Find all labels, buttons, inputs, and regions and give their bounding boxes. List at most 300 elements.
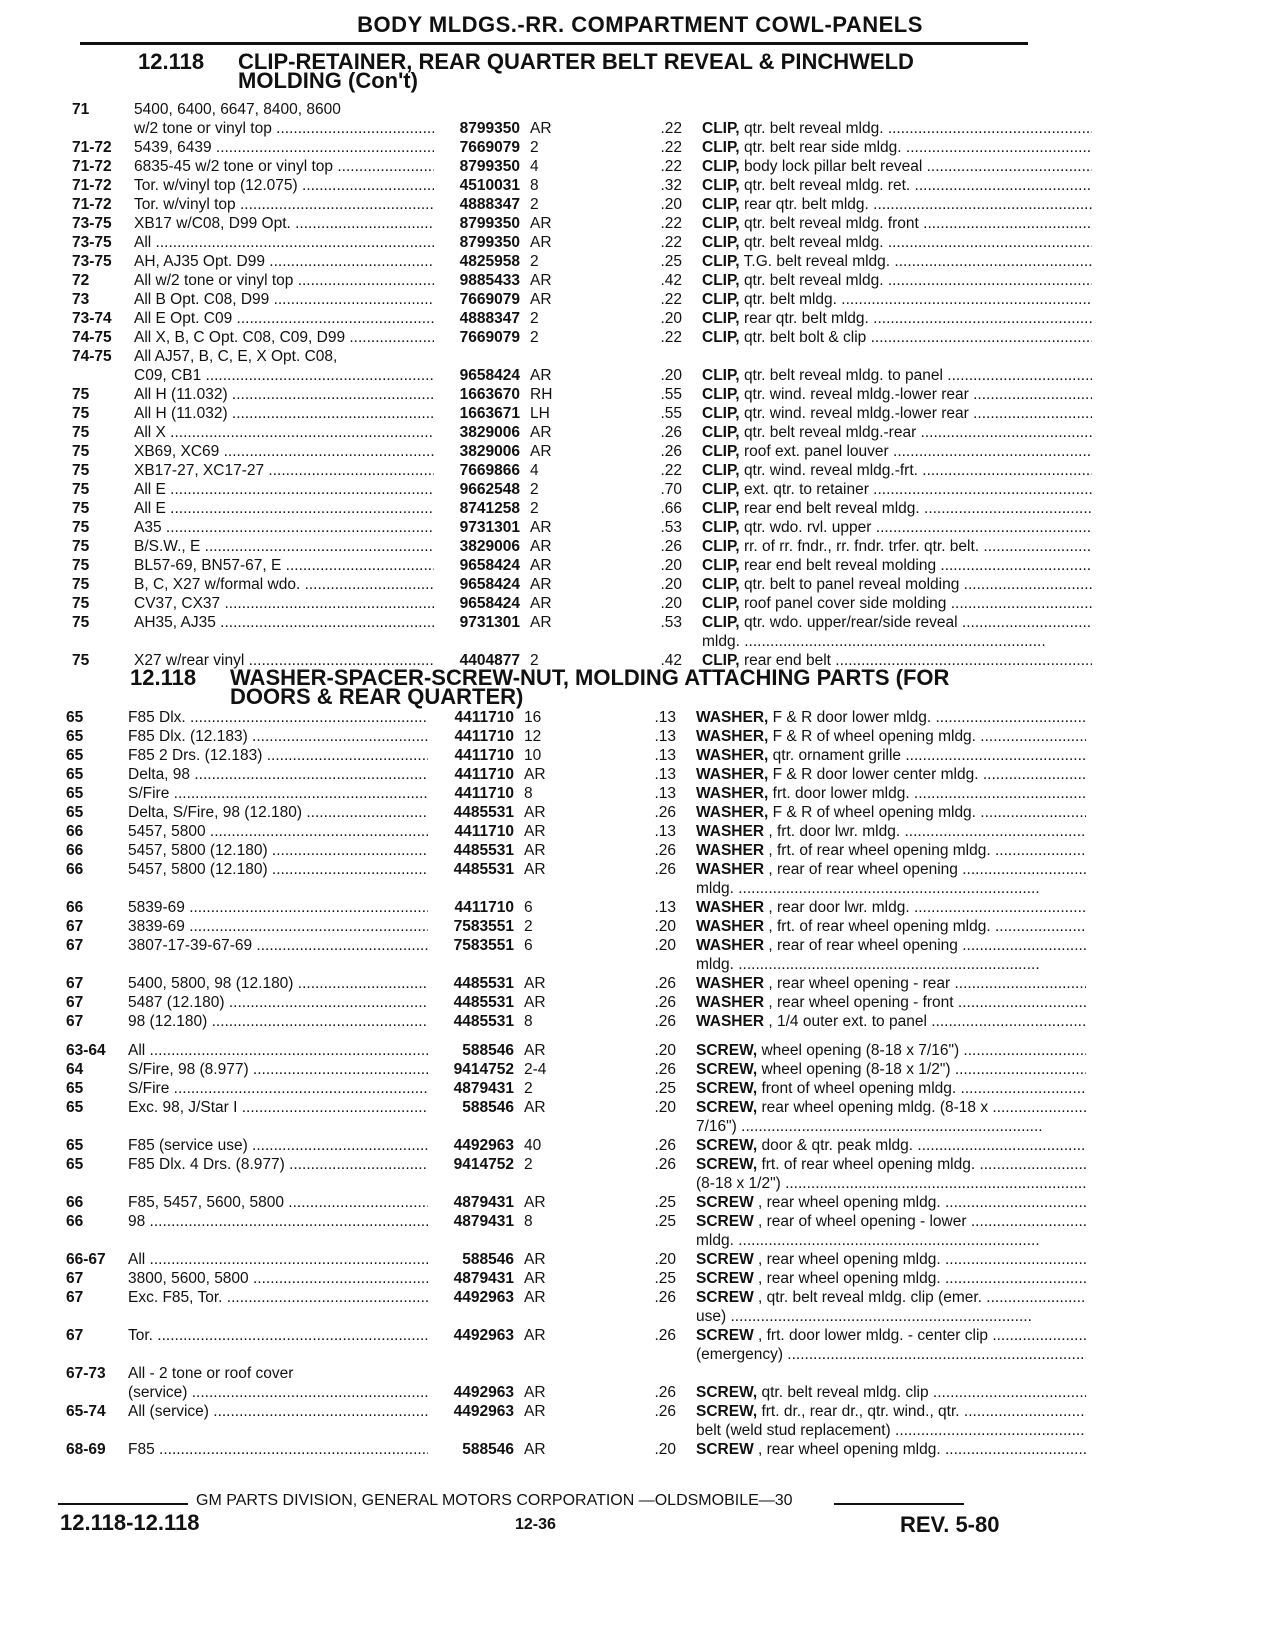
part-number-cell	[428, 1288, 514, 1307]
description-text: mldg.	[702, 633, 740, 650]
description-text: qtr. belt reveal mldg. clip	[761, 1384, 929, 1401]
part-number-cell	[428, 1440, 514, 1459]
table-row	[72, 119, 1280, 138]
leader-dots	[145, 1042, 428, 1059]
table-row	[66, 1012, 1280, 1031]
description-cell	[696, 1012, 1086, 1031]
year-cell-text: 74-75	[72, 329, 112, 346]
part-number-cell-text: 9731301	[459, 519, 520, 536]
table-row	[72, 176, 1280, 195]
leader-dots	[969, 386, 1092, 403]
description-text: , rear wheel opening mldg.	[758, 1251, 941, 1268]
section-title-line1: WASHER-SPACER-SCREW-NUT, MOLDING ATTACHING PARTS (FOR	[230, 665, 950, 690]
description-text: belt (weld stud replacement)	[696, 1422, 891, 1439]
price-cell-text: .22	[660, 215, 682, 232]
description-text: F & R of wheel opening mldg.	[772, 728, 976, 745]
part-number-cell-text: 4888347	[459, 196, 520, 213]
year-cell-text: 71-72	[72, 196, 112, 213]
year-cell-text: 75	[72, 614, 90, 631]
part-number-cell-text: 7669079	[459, 329, 520, 346]
part-number-cell-text: 4404877	[459, 652, 520, 669]
year-cell	[66, 917, 83, 936]
description-keyword: CLIP,	[702, 614, 740, 631]
price-cell	[636, 936, 676, 955]
quantity-cell-text: AR	[524, 1327, 546, 1344]
leader-dots	[248, 1137, 428, 1154]
leader-dots	[916, 424, 1092, 441]
price-cell-text: .26	[654, 804, 676, 821]
leader-dots	[956, 1080, 1086, 1097]
quantity-cell	[524, 1288, 564, 1307]
price-cell-text: .13	[654, 899, 676, 916]
year-cell-text: 63-64	[66, 1042, 106, 1059]
quantity-cell	[530, 480, 570, 499]
part-number-cell-text: 4492963	[453, 1327, 514, 1344]
section-title-line2: DOORS & REAR QUARTER)	[230, 684, 524, 709]
description-text: rear qtr. belt mldg.	[743, 196, 869, 213]
model-cell-text: BL57-69, BN57-67, E	[134, 557, 282, 574]
description-cell	[702, 366, 1092, 385]
description-keyword: WASHER	[696, 842, 765, 859]
model-cell-text: F85, 5457, 5600, 5800	[128, 1194, 284, 1211]
part-number-cell-text: 1663671	[459, 405, 520, 422]
part-number-cell-text: 3829006	[459, 443, 520, 460]
description-text: , frt. of rear wheel opening mldg.	[768, 842, 991, 859]
part-number-cell-text: 7583551	[453, 918, 514, 935]
model-cell	[128, 1041, 428, 1060]
description-keyword: WASHER,	[696, 747, 769, 764]
leader-dots	[212, 139, 434, 156]
description-text: frt. of rear wheel opening mldg.	[761, 1156, 976, 1173]
model-cell	[128, 1364, 428, 1383]
leader-dots	[216, 614, 434, 631]
model-cell-text: S/Fire, 98 (8.977)	[128, 1061, 249, 1078]
price-cell	[636, 1212, 676, 1231]
part-number-cell-text: 9658424	[459, 576, 520, 593]
section-title-line2: MOLDING (Con't)	[238, 68, 418, 93]
price-cell	[636, 1041, 676, 1060]
quantity-cell-text: 16	[524, 709, 542, 726]
table-row	[66, 1383, 1280, 1402]
model-cell-text: F85	[128, 1441, 155, 1458]
model-cell	[134, 119, 434, 138]
price-cell	[642, 233, 682, 252]
leader-dots	[931, 709, 1086, 726]
model-cell-text: AH35, AJ35	[134, 614, 216, 631]
description-cell	[702, 309, 1092, 328]
year-cell	[72, 328, 112, 347]
table-row	[72, 575, 1280, 594]
table-row	[66, 860, 1280, 879]
part-number-cell-text: 9414752	[453, 1156, 514, 1173]
description-keyword: WASHER,	[696, 785, 769, 802]
table-row	[66, 1345, 1280, 1364]
price-cell-text: .20	[654, 1441, 676, 1458]
part-number-cell-text: 4510031	[459, 177, 520, 194]
part-number-cell	[428, 1060, 514, 1079]
quantity-cell-text: 2	[530, 310, 539, 327]
part-number-cell	[428, 1041, 514, 1060]
footer-rule-right	[834, 1503, 964, 1505]
quantity-cell-text: AR	[524, 1251, 546, 1268]
description-text: roof ext. panel louver	[743, 443, 889, 460]
quantity-cell	[524, 993, 564, 1012]
description-cell	[702, 499, 1092, 518]
description-keyword: SCREW,	[696, 1099, 758, 1116]
year-cell-text: 67	[66, 1270, 84, 1287]
description-text: qtr. belt reveal mldg. ret.	[743, 177, 911, 194]
year-cell	[72, 423, 89, 442]
price-cell-text: .25	[654, 1213, 676, 1230]
description-keyword: CLIP,	[702, 576, 740, 593]
year-cell	[66, 974, 83, 993]
section-number: 12.118	[130, 665, 197, 690]
table-row	[66, 955, 1280, 974]
model-cell-text: F85 2 Drs. (12.183)	[128, 747, 263, 764]
model-cell	[134, 385, 434, 404]
description-text: qtr. belt reveal mldg. to panel	[743, 367, 943, 384]
quantity-cell	[524, 936, 564, 955]
leader-dots	[951, 1061, 1086, 1078]
description-text: use)	[696, 1308, 727, 1325]
quantity-cell-text: 2	[530, 652, 539, 669]
description-text: , rear wheel opening mldg.	[758, 1194, 941, 1211]
model-cell	[134, 271, 434, 290]
quantity-cell	[530, 290, 570, 309]
table-row	[72, 556, 1280, 575]
description-cell	[696, 955, 1086, 974]
description-cell	[702, 157, 1092, 176]
model-cell-text: AH, AJ35 Opt. D99	[134, 253, 265, 270]
description-cell	[696, 841, 1086, 860]
description-cell	[696, 1421, 1086, 1440]
leader-dots	[869, 196, 1092, 213]
description-keyword: CLIP,	[702, 158, 740, 175]
year-cell-text: 67	[66, 1013, 84, 1030]
leader-dots	[975, 1156, 1086, 1173]
quantity-cell	[524, 860, 564, 879]
leader-dots	[151, 234, 434, 251]
leader-dots	[220, 595, 434, 612]
leader-dots	[169, 785, 428, 802]
description-cell	[702, 575, 1092, 594]
year-cell	[72, 233, 112, 252]
quantity-cell	[530, 461, 570, 480]
year-cell-text: 65	[66, 728, 84, 745]
leader-dots	[200, 538, 434, 555]
leader-dots	[281, 557, 434, 574]
part-number-cell	[434, 499, 520, 518]
quantity-cell	[530, 195, 570, 214]
price-cell	[636, 1079, 676, 1098]
leader-dots	[871, 519, 1092, 536]
quantity-cell-text: AR	[530, 367, 552, 384]
description-text: F & R door lower center mldg.	[772, 766, 979, 783]
description-keyword: SCREW,	[696, 1080, 758, 1097]
model-cell	[128, 936, 428, 955]
table-row	[66, 917, 1280, 936]
leader-dots	[869, 310, 1092, 327]
leader-dots	[890, 253, 1092, 270]
price-cell-text: .26	[654, 1384, 676, 1401]
model-cell	[128, 1079, 428, 1098]
part-number-cell-text: 3829006	[459, 538, 520, 555]
price-cell	[636, 1440, 676, 1459]
leader-dots	[345, 329, 434, 346]
model-cell-text: C09, CB1	[134, 367, 202, 384]
leader-dots	[293, 975, 428, 992]
description-text: , rear wheel opening - front	[768, 994, 954, 1011]
model-cell-text: All - 2 tone or roof cover	[128, 1365, 294, 1382]
year-cell-text: 67	[66, 1327, 84, 1344]
leader-dots	[991, 918, 1086, 935]
year-cell	[66, 1155, 83, 1174]
year-cell-text: 67	[66, 1289, 84, 1306]
model-cell-text: B/S.W., E	[134, 538, 201, 555]
description-keyword: SCREW	[696, 1270, 754, 1287]
price-cell-text: .42	[660, 272, 682, 289]
leader-dots	[155, 1441, 428, 1458]
quantity-cell	[524, 917, 564, 936]
model-cell	[128, 1326, 428, 1345]
quantity-cell-text: 8	[524, 785, 533, 802]
description-keyword: CLIP,	[702, 139, 740, 156]
year-cell	[72, 404, 89, 423]
model-cell	[134, 613, 434, 632]
description-cell	[696, 1079, 1086, 1098]
leader-dots	[298, 177, 434, 194]
price-cell-text: .22	[660, 234, 682, 251]
description-cell	[702, 119, 1092, 138]
leader-dots	[272, 120, 434, 137]
table-row	[66, 1193, 1280, 1212]
part-number-cell	[434, 480, 520, 499]
leader-dots	[783, 1346, 1086, 1363]
description-cell	[696, 1155, 1086, 1174]
quantity-cell	[524, 746, 564, 765]
quantity-cell-text: AR	[530, 215, 552, 232]
part-number-cell-text: 9885433	[459, 272, 520, 289]
table-row	[72, 328, 1280, 347]
part-number-cell-text: 9658424	[459, 595, 520, 612]
quantity-cell-text: 2	[530, 481, 539, 498]
model-cell-text: 5457, 5800 (12.180)	[128, 861, 268, 878]
description-cell	[696, 860, 1086, 879]
price-cell	[636, 1098, 676, 1117]
leader-dots	[302, 804, 428, 821]
description-cell	[696, 1307, 1086, 1326]
quantity-cell	[530, 385, 570, 404]
part-number-cell	[428, 803, 514, 822]
quantity-cell-text: LH	[530, 405, 550, 422]
description-cell	[696, 1402, 1086, 1421]
year-cell	[66, 784, 83, 803]
table-row	[72, 138, 1280, 157]
leader-dots	[910, 899, 1086, 916]
quantity-cell	[524, 974, 564, 993]
price-cell-text: .13	[654, 785, 676, 802]
leader-dots	[265, 253, 434, 270]
part-number-cell-text: 4411710	[454, 823, 514, 840]
price-cell-text: .20	[660, 310, 682, 327]
quantity-cell-text: AR	[524, 842, 546, 859]
description-text: rear end belt reveal mldg.	[743, 500, 920, 517]
price-cell-text: .55	[660, 405, 682, 422]
model-cell	[134, 100, 434, 119]
year-cell-text: 74-75	[72, 348, 112, 365]
year-cell	[72, 537, 89, 556]
price-cell	[636, 1250, 676, 1269]
description-cell	[702, 271, 1092, 290]
price-cell-text: .22	[660, 139, 682, 156]
quantity-cell-text: 8	[530, 177, 539, 194]
price-cell	[636, 1383, 676, 1402]
description-text: rear wheel opening mldg. (8-18 x	[761, 1099, 989, 1116]
description-text: , frt. door lower mldg. - center clip	[758, 1327, 989, 1344]
price-cell	[636, 708, 676, 727]
year-cell-text: 71-72	[72, 177, 112, 194]
model-cell-text: CV37, CX37	[134, 595, 221, 612]
part-number-cell	[434, 176, 520, 195]
quantity-cell	[524, 822, 564, 841]
quantity-cell-text: 2-4	[524, 1061, 547, 1078]
description-keyword: SCREW,	[696, 1061, 758, 1078]
footer-page-number: 12-36	[515, 1516, 556, 1533]
price-cell-text: .13	[654, 709, 676, 726]
part-number-cell	[428, 1326, 514, 1345]
model-cell-text: 98	[128, 1213, 146, 1230]
price-cell-text: .32	[660, 177, 682, 194]
price-cell-text: .22	[660, 158, 682, 175]
quantity-cell-text: 2	[524, 1156, 533, 1173]
quantity-cell	[530, 309, 570, 328]
leader-dots	[979, 766, 1086, 783]
year-cell-text: 65	[66, 804, 84, 821]
description-cell	[696, 765, 1086, 784]
year-cell-text: 67	[66, 937, 84, 954]
leader-dots	[333, 158, 434, 175]
description-cell	[702, 252, 1092, 271]
part-number-cell	[428, 860, 514, 879]
price-cell	[636, 993, 676, 1012]
price-cell-text: .26	[654, 1013, 676, 1030]
part-number-cell-text: 8799350	[459, 120, 520, 137]
quantity-cell-text: AR	[530, 234, 552, 251]
model-cell	[134, 214, 434, 233]
quantity-cell	[530, 404, 570, 423]
model-cell-text: All H (11.032)	[134, 386, 228, 403]
model-cell-text: All AJ57, B, C, E, X Opt. C08,	[134, 348, 338, 365]
quantity-cell-text: 2	[524, 1080, 533, 1097]
description-cell	[696, 1250, 1086, 1269]
price-cell-text: .53	[660, 519, 682, 536]
table-row	[66, 879, 1280, 898]
description-keyword: CLIP,	[702, 519, 740, 536]
year-cell	[66, 1364, 106, 1383]
year-cell-text: 67	[66, 975, 84, 992]
model-cell-text: XB17-27, XC17-27	[134, 462, 265, 479]
quantity-cell	[530, 594, 570, 613]
model-cell-text: Tor.	[128, 1327, 153, 1344]
leader-dots	[236, 196, 434, 213]
leader-dots	[206, 823, 428, 840]
description-text: qtr. belt rear side mldg.	[743, 139, 902, 156]
parts-table-clip	[0, 100, 1280, 670]
description-keyword: CLIP,	[702, 424, 740, 441]
quantity-cell-text: RH	[530, 386, 553, 403]
year-cell	[72, 385, 89, 404]
model-cell-text: B, C, X27 w/formal wdo.	[134, 576, 301, 593]
model-cell-text: 6835-45 w/2 tone or vinyl top	[134, 158, 334, 175]
quantity-cell	[524, 1098, 564, 1117]
year-cell-text: 75	[72, 557, 90, 574]
description-text: ext. qtr. to retainer	[743, 481, 869, 498]
price-cell	[636, 974, 676, 993]
leader-dots	[185, 918, 428, 935]
year-cell	[66, 1041, 106, 1060]
table-row	[66, 1440, 1280, 1459]
description-text: wheel opening (8-18 x 1/2")	[761, 1061, 951, 1078]
year-cell-text: 73-74	[72, 310, 112, 327]
description-keyword: SCREW,	[696, 1042, 758, 1059]
description-keyword: WASHER	[696, 994, 765, 1011]
price-cell-text: .26	[660, 443, 682, 460]
leader-dots	[228, 386, 434, 403]
quantity-cell-text: 12	[524, 728, 542, 745]
leader-dots	[734, 956, 1040, 973]
year-cell-text: 67-73	[66, 1365, 106, 1382]
model-cell-text: 3800, 5600, 5800	[128, 1270, 249, 1287]
part-number-cell-text: 4485531	[453, 994, 514, 1011]
table-row	[66, 1364, 1280, 1383]
year-cell	[72, 613, 89, 632]
part-number-cell-text: 4492963	[453, 1137, 514, 1154]
description-cell	[696, 936, 1086, 955]
price-cell	[636, 765, 676, 784]
table-row	[66, 765, 1280, 784]
part-number-cell	[434, 518, 520, 537]
description-cell	[702, 556, 1092, 575]
description-cell	[702, 214, 1092, 233]
year-cell	[72, 518, 89, 537]
description-text: rr. of rr. fndr., rr. fndr. trfer. qtr. belt.	[743, 538, 980, 555]
description-text: , rear of wheel opening - lower	[758, 1213, 967, 1230]
description-cell	[696, 1326, 1086, 1345]
quantity-cell-text: 2	[530, 253, 539, 270]
description-cell	[702, 404, 1092, 423]
model-cell-text: 5457, 5800 (12.180)	[128, 842, 268, 859]
quantity-cell-text: AR	[524, 1441, 546, 1458]
description-cell	[696, 898, 1086, 917]
leader-dots	[232, 310, 434, 327]
model-cell	[128, 1212, 428, 1231]
description-cell	[702, 328, 1092, 347]
part-number-cell-text: 4879431	[453, 1194, 514, 1211]
table-row	[72, 537, 1280, 556]
price-cell-text: .20	[654, 1042, 676, 1059]
table-row	[66, 1155, 1280, 1174]
quantity-cell-text: 8	[524, 1213, 533, 1230]
quantity-cell	[524, 1383, 564, 1402]
description-keyword: CLIP,	[702, 310, 740, 327]
part-number-cell-text: 8741258	[459, 500, 520, 517]
model-cell	[134, 518, 434, 537]
price-cell	[636, 841, 676, 860]
part-number-cell-text: 4485531	[453, 842, 514, 859]
model-cell-text: 5400, 6400, 6647, 8400, 8600	[134, 101, 341, 118]
part-number-cell-text: 9658424	[459, 367, 520, 384]
leader-dots	[145, 1251, 428, 1268]
